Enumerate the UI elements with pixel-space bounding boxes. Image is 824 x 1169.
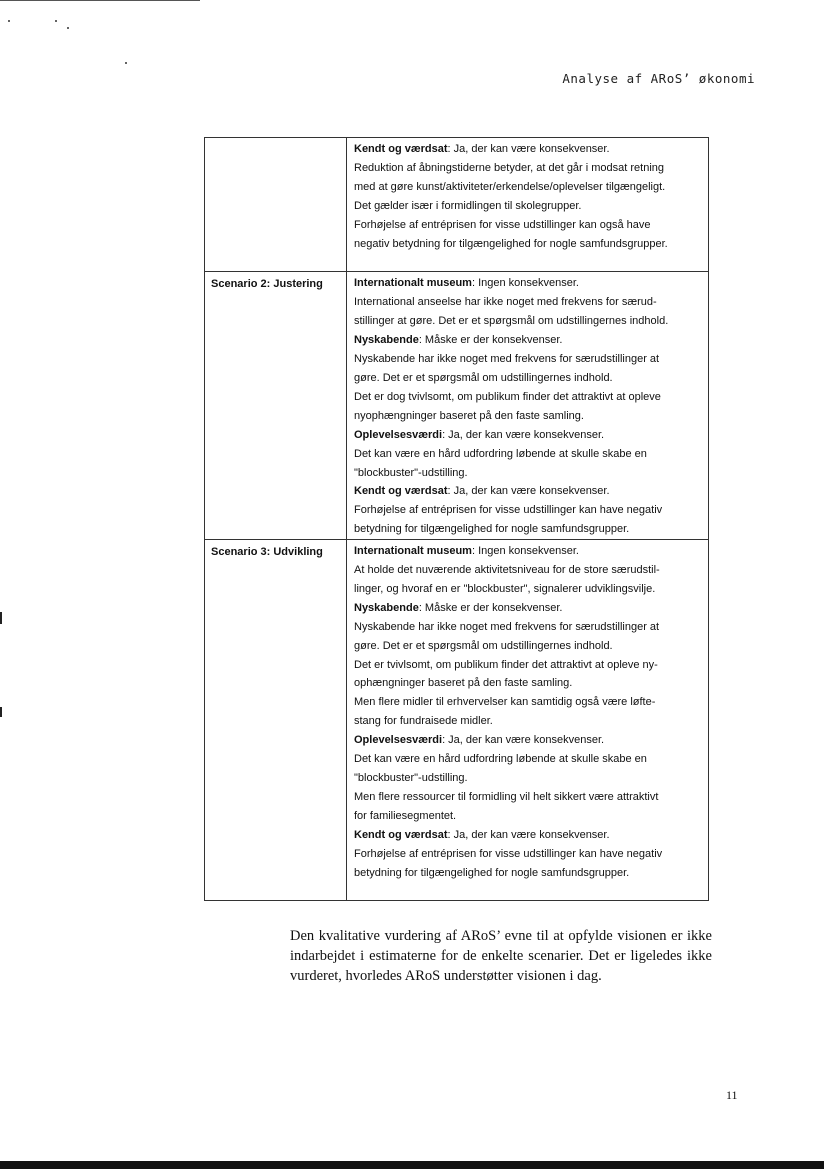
line-text: stillinger at gøre. Det er et spørgsmål om udstillingernes indhold.	[354, 315, 669, 328]
cell-line	[354, 426, 704, 445]
line-text: nyophængninger baseret på den faste samling.	[354, 409, 584, 422]
cell-line	[354, 864, 704, 883]
cell-line	[354, 159, 704, 178]
cell-line	[354, 274, 704, 293]
scenario-label	[205, 138, 347, 271]
consequence-cell	[347, 138, 708, 271]
consequence-cell	[347, 272, 708, 539]
line-text: : Ja, der kan være konsekvenser.	[447, 485, 610, 498]
line-text: : Ja, der kan være konsekvenser.	[447, 828, 610, 841]
cell-line	[354, 712, 704, 731]
line-text: : Ingen konsekvenser.	[471, 545, 579, 558]
line-text: : Måske er der konsekvenser.	[418, 601, 563, 614]
line-text: gøre. Det er et spørgsmål om udstillingernes indhold.	[354, 371, 613, 384]
scan-speck	[55, 20, 57, 22]
cell-line	[354, 561, 704, 580]
line-text: negativ betydning for tilgængelighed for nogle samfundsgrupper.	[354, 237, 668, 250]
line-text: : Ja, der kan være konsekvenser.	[447, 143, 610, 155]
line-text: "blockbuster"-udstilling.	[354, 772, 468, 784]
line-text: linger, og hvoraf en er "blockbuster", signalerer udviklingsvilje.	[354, 582, 656, 595]
cell-line	[354, 445, 704, 464]
line-text: for familiesegmentet.	[354, 809, 457, 822]
line-text: Det er tvivlsomt, om publikum finder det attraktivt at opleve ny-	[354, 658, 658, 671]
line-text: ophængninger baseret på den faste samling.	[354, 677, 573, 690]
criterion-heading: Internationalt museum	[354, 277, 472, 290]
cell-line	[354, 331, 704, 350]
cell-line	[354, 350, 704, 369]
cell-line	[354, 501, 704, 520]
cell-line	[354, 637, 704, 656]
line-text: Det kan være en hård udfordring løbende at skulle skabe en	[354, 753, 647, 766]
cell-line	[354, 520, 704, 539]
cell-line	[354, 235, 704, 254]
table-row	[205, 271, 708, 539]
criterion-heading: Kendt og værdsat	[354, 828, 448, 841]
cell-line	[354, 216, 704, 235]
line-text: "blockbuster"-udstilling.	[354, 466, 468, 479]
scenario-label: Scenario 2: Justering	[205, 272, 347, 539]
scenario-table	[204, 137, 709, 901]
line-text: International anseelse har ikke noget med frekvens for særud-	[354, 296, 657, 309]
cell-line	[354, 731, 704, 750]
criterion-heading: Kendt og værdsat	[354, 485, 448, 498]
line-text: Forhøjelse af entréprisen for visse udstillinger kan have negativ	[354, 847, 663, 860]
cell-line	[354, 293, 704, 312]
cell-line	[354, 674, 704, 693]
line-text: Nyskabende har ikke noget med frekvens for særudstillinger at	[354, 620, 660, 633]
line-text: : Ingen konsekvenser.	[471, 277, 579, 290]
cell-line	[354, 693, 704, 712]
line-text: : Ja, der kan være konsekvenser.	[442, 734, 605, 747]
cell-line	[354, 369, 704, 388]
line-text: stang for fundraisede midler.	[354, 715, 493, 728]
line-text: Det gælder især i formidlingen til skolegrupper.	[354, 199, 582, 212]
scan-top-line	[0, 0, 200, 1]
scan-speck	[8, 20, 10, 22]
line-text: betydning for tilgængelighed for nogle samfundsgrupper.	[354, 866, 630, 879]
line-text: Det er dog tvivlsomt, om publikum finder det attraktivt at opleve	[354, 390, 661, 403]
running-header: Analyse af ARoS’ økonomi	[562, 71, 755, 86]
line-text: Det kan være en hård udfordring løbende at skulle skabe en	[354, 447, 647, 460]
page-number: 11	[726, 1088, 738, 1102]
criterion-heading: Nyskabende	[354, 601, 419, 614]
consequence-cell	[347, 540, 708, 900]
cell-line	[354, 618, 704, 637]
cell-line	[354, 788, 704, 807]
line-text: At holde det nuværende aktivitetsniveau for de store særudstil-	[354, 564, 660, 577]
line-text: Reduktion af åbningstiderne betyder, at det går i modsat retning	[354, 161, 665, 174]
cell-line	[354, 807, 704, 826]
cell-line	[354, 750, 704, 769]
cell-line	[354, 312, 704, 331]
criterion-heading: Oplevelsesværdi	[354, 734, 443, 747]
table-row	[205, 138, 708, 271]
line-text: betydning for tilgængelighed for nogle samfundsgrupper.	[354, 523, 630, 536]
criterion-heading: Internationalt museum	[354, 545, 472, 558]
line-text: gøre. Det er et spørgsmål om udstillingernes indhold.	[354, 639, 613, 652]
cell-line	[354, 197, 704, 216]
line-text: Men flere ressourcer til formidling vil helt sikkert være attraktivt	[354, 790, 659, 803]
line-text: Men flere midler til erhvervelser kan samtidig også være løfte-	[354, 696, 656, 709]
cell-line	[354, 656, 704, 675]
scan-edge-mark	[0, 707, 2, 717]
line-text: : Måske er der konsekvenser.	[418, 334, 563, 347]
scan-bottom-bar	[0, 1161, 824, 1169]
cell-line	[354, 140, 704, 159]
line-text: med at gøre kunst/aktiviteter/erkendelse/oplevelser tilgængeligt.	[354, 180, 666, 193]
cell-line	[354, 482, 704, 501]
line-text: Forhøjelse af entréprisen for visse udstillinger kan have negativ	[354, 504, 663, 517]
line-text: Forhøjelse af entréprisen for visse udstillinger kan også have	[354, 218, 651, 231]
line-text: : Ja, der kan være konsekvenser.	[442, 428, 605, 441]
line-text: Nyskabende har ikke noget med frekvens for særudstillinger at	[354, 353, 660, 366]
criterion-heading: Oplevelsesværdi	[354, 428, 443, 441]
cell-line	[354, 769, 704, 788]
scan-speck	[125, 62, 127, 64]
cell-line	[354, 599, 704, 618]
scan-edge-mark	[0, 612, 2, 624]
cell-line	[354, 826, 704, 845]
body-paragraph: Den kvalitative vurdering af ARoS’ evne til at opfylde visionen er ikke indarbejdet i estimaterne for de enkelte scenarier. Det er ligeledes ikke vurderet, hvorledes ARoS understøtter visionen i dag.	[290, 928, 712, 984]
cell-line	[354, 580, 704, 599]
scan-speck	[67, 27, 69, 29]
cell-line	[354, 388, 704, 407]
cell-line	[354, 178, 704, 197]
cell-line	[354, 542, 704, 561]
criterion-heading: Nyskabende	[354, 334, 419, 347]
cell-line	[354, 464, 704, 483]
criterion-heading: Kendt og værdsat	[354, 143, 448, 155]
table-row	[205, 539, 708, 900]
scenario-label: Scenario 3: Udvikling	[205, 540, 347, 900]
cell-line	[354, 845, 704, 864]
cell-line	[354, 407, 704, 426]
